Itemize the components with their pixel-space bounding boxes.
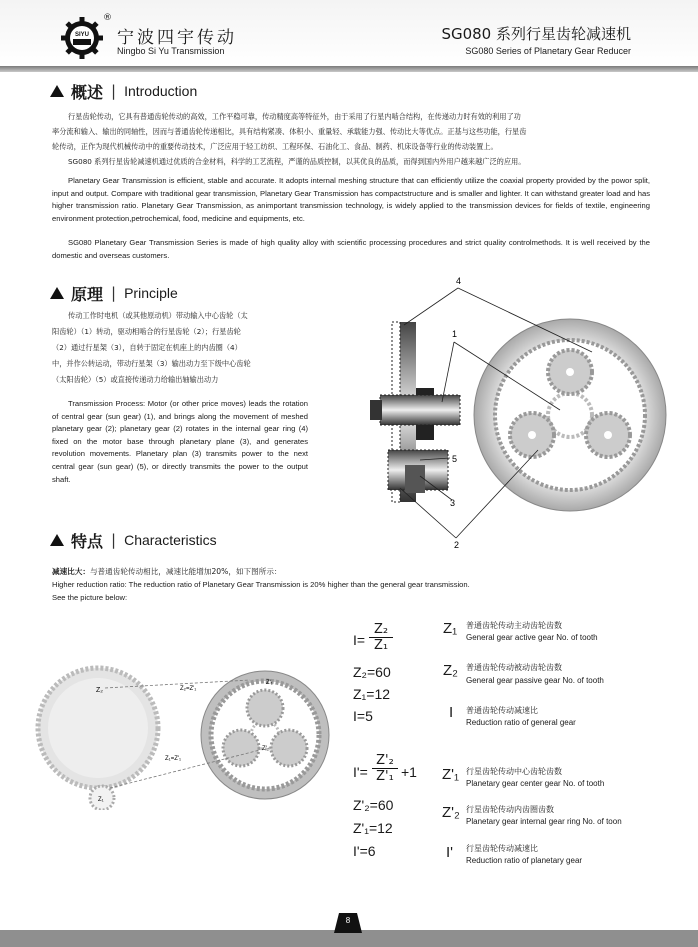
legend-cn-ip: 行星齿轮传动减速比 <box>466 844 538 853</box>
principle-paragraph-en: Transmission Process: Motor (or other price moves) leads the rotation of central gear (sun gear) (1), and brings along the movement of meshed planetary gear (2); planetary gear (2) rotates in the internal gear ring (4) fixed on the motor base through planetary plane (3), and generates revolution movements. Planetary plan (3) transmits power to the next central gear (sun gear) (5), or directly transmits the power to the output shaft. <box>52 399 308 484</box>
heading-divider: | <box>111 284 117 302</box>
intro-paragraph-en-2: SG080 Planetary Gear Transmission Series is made of high quality alloy with scientific processing procedures and strict quality controlmethods. It is well received by the domestic and overseas customers. <box>52 238 650 260</box>
header-rule <box>0 66 698 72</box>
section-heading-principle <box>50 282 178 304</box>
formula-planetary-z1: Z'₁=12 <box>353 820 393 836</box>
formula-general-fraction: $\frac{\text{Z₂}}{\text{Z₁}}$ <box>369 622 393 653</box>
heading-divider: | <box>111 531 117 549</box>
formula-planetary-plus: +1 <box>401 764 417 780</box>
legend-en-i: Reduction ratio of general gear <box>466 718 576 727</box>
legend-sym-i: I <box>449 704 454 721</box>
heading-en: Introduction <box>124 83 198 99</box>
intro-paragraph-cn: 行星齿轮传动，它具有普通齿轮传动的高效，工作平稳可靠，传动精度高等特征外，由于采用了行星内啮合结构，在传递动力时有效的利用了功 率分流和输入、输出的同轴性，因而与普通齿轮传递相比，具有结构紧凑、体积小、重量轻、承载能力强、传动比大等优点。正基与这些功能，行星齿 轮传动，正作为现代机械传动中的重要传动技术，广泛应用于轻工纺织、工程环保、石油化工、食品、制药、机床设备等行业的传动装置上。 SG080 系列行星齿轮减速机通过优质的合金材料，科学的工艺流程，严谨的品质控制，以其优良的品质，而得到国内外用户越来越广泛的应用。 <box>52 112 527 166</box>
formula-general-z1: Z₁=12 <box>353 686 391 702</box>
legend-sym-zp1: Z'₁ <box>442 766 460 783</box>
heading-cn: 概述 <box>71 82 104 102</box>
company-name-cn: 宁波四宇传动 <box>117 28 237 48</box>
legend-en-z1: General gear active gear No. of tooth <box>466 633 598 642</box>
product-title-en: SG080 Series of Planetary Gear Reducer <box>465 46 631 56</box>
callout-2: 2 <box>454 540 460 550</box>
legend-sym-z1: Z₁ <box>443 620 458 637</box>
product-title-cn: SG080 系列行星齿轮减速机 <box>441 25 631 43</box>
registered-mark: ® <box>103 13 112 23</box>
formula-general-ratio: I=5 <box>353 708 373 724</box>
callout-3: 3 <box>450 498 456 508</box>
heading-cn: 原理 <box>71 284 104 304</box>
see-picture-note: See the picture below: <box>52 593 128 602</box>
heading-cn: 特点 <box>71 531 104 551</box>
legend-sym-z2: Z₂ <box>443 662 458 679</box>
ratio-statement-en: Higher reduction ratio: The reduction ratio of Planetary Gear Transmission is 20% higher than the general gear transmission. <box>52 580 470 589</box>
legend-en-zp2: Planetary gear internal gear ring No. of toon <box>466 817 622 826</box>
legend-sym-zp2: Z'₂ <box>442 804 460 821</box>
input-shaft <box>380 395 460 425</box>
label-z2: Z₂ <box>96 687 103 694</box>
label-zp2: Z'₂ <box>262 746 270 752</box>
formula-planetary-z2: Z'₂=60 <box>353 797 394 813</box>
callout-1: 1 <box>452 329 458 339</box>
heading-en: Characteristics <box>124 532 217 548</box>
page-number: 8 <box>345 916 351 925</box>
siyu-gear-logo-icon <box>60 16 104 60</box>
gear-comparison-diagram <box>30 660 340 810</box>
principle-paragraph-cn: 传动工作时电机（或其他原动机）带动输入中心齿轮（太 阳齿轮）（1）转动，驱动相啮合的行星齿轮（2）；行星齿轮 （2）通过行星架（3），自转于固定在机座上的内齿圈（4） 中，并作公转运动，带动行星架（3）输出动力至下级中心齿轮 （太阳齿轮）（5）或直接传递动力给输出轴输出动力 <box>52 311 251 384</box>
formula-planetary-fraction: $\frac{\text{Z'₂}}{\text{Z'₁}}$ <box>372 753 398 784</box>
company-name-en: Ningbo Si Yu Transmission <box>117 46 225 56</box>
legend-cn-i: 普通齿轮传动减速比 <box>466 706 538 715</box>
triangle-bullet-icon <box>50 287 64 299</box>
formula-general-lhs: I= <box>353 632 366 648</box>
legend-en-ip: Reduction ratio of planetary gear <box>466 856 583 865</box>
ratio-statement-cn: 减速比大：与普通齿轮传动相比，减速比能增加20%，如下图所示： <box>52 567 282 576</box>
heading-en: Principle <box>124 285 178 301</box>
formula-planetary-ratio: I'=6 <box>353 843 376 859</box>
label-z1: Z₁ <box>98 797 104 803</box>
legend-sym-ip: I' <box>446 844 454 861</box>
callout-5: 5 <box>452 454 458 464</box>
legend-cn-zp1: 行星齿轮传动中心齿轮齿数 <box>466 767 562 776</box>
label-z1-equals: Z₁=Z'₁ <box>165 756 182 762</box>
callout-4: 4 <box>456 276 462 286</box>
label-zp1: Z'₁ <box>266 680 273 686</box>
label-z2-equals: Z₂=Z'₁ <box>180 686 197 692</box>
legend-cn-zp2: 行星齿轮传动内齿圈齿数 <box>466 805 554 814</box>
heading-divider: | <box>111 82 117 100</box>
legend-cn-z2: 普通齿轮传动被动齿轮齿数 <box>466 663 562 672</box>
formula-general-z2: Z₂=60 <box>353 664 391 680</box>
triangle-bullet-icon <box>50 85 64 97</box>
section-heading-characteristics <box>50 529 217 551</box>
planetary-gear-principle-diagram <box>360 270 670 560</box>
formula-planetary-lhs: I'= <box>353 764 368 780</box>
intro-paragraph-en-1: Planetary Gear Transmission is efficient, stable and accurate. It adopts internal meshing structure that can efficiently utilize the coaxial property provided by the powor split, input and output. Compare with traditional gear transmission, Planetary Gear Transmission has compactstructure and is smaller and lighter. It can withstand greater load and has higher transmission ratio. Planetary Gear Transmission, as animportant transmission technology, is widely applied to the transmission devices for fields of textile, engineering environment protection,petrochemical, food, medicine and equipments, etc. <box>52 176 650 223</box>
triangle-bullet-icon <box>50 534 64 546</box>
legend-en-z2: General gear passive gear No. of tooth <box>466 676 604 685</box>
section-heading-introduction <box>50 80 197 102</box>
legend-en-zp1: Planetary gear center gear No. of tooth <box>466 779 605 788</box>
legend-cn-z1: 普通齿轮传动主动齿轮齿数 <box>466 621 562 630</box>
svg-text:SIYU: SIYU <box>74 32 90 38</box>
